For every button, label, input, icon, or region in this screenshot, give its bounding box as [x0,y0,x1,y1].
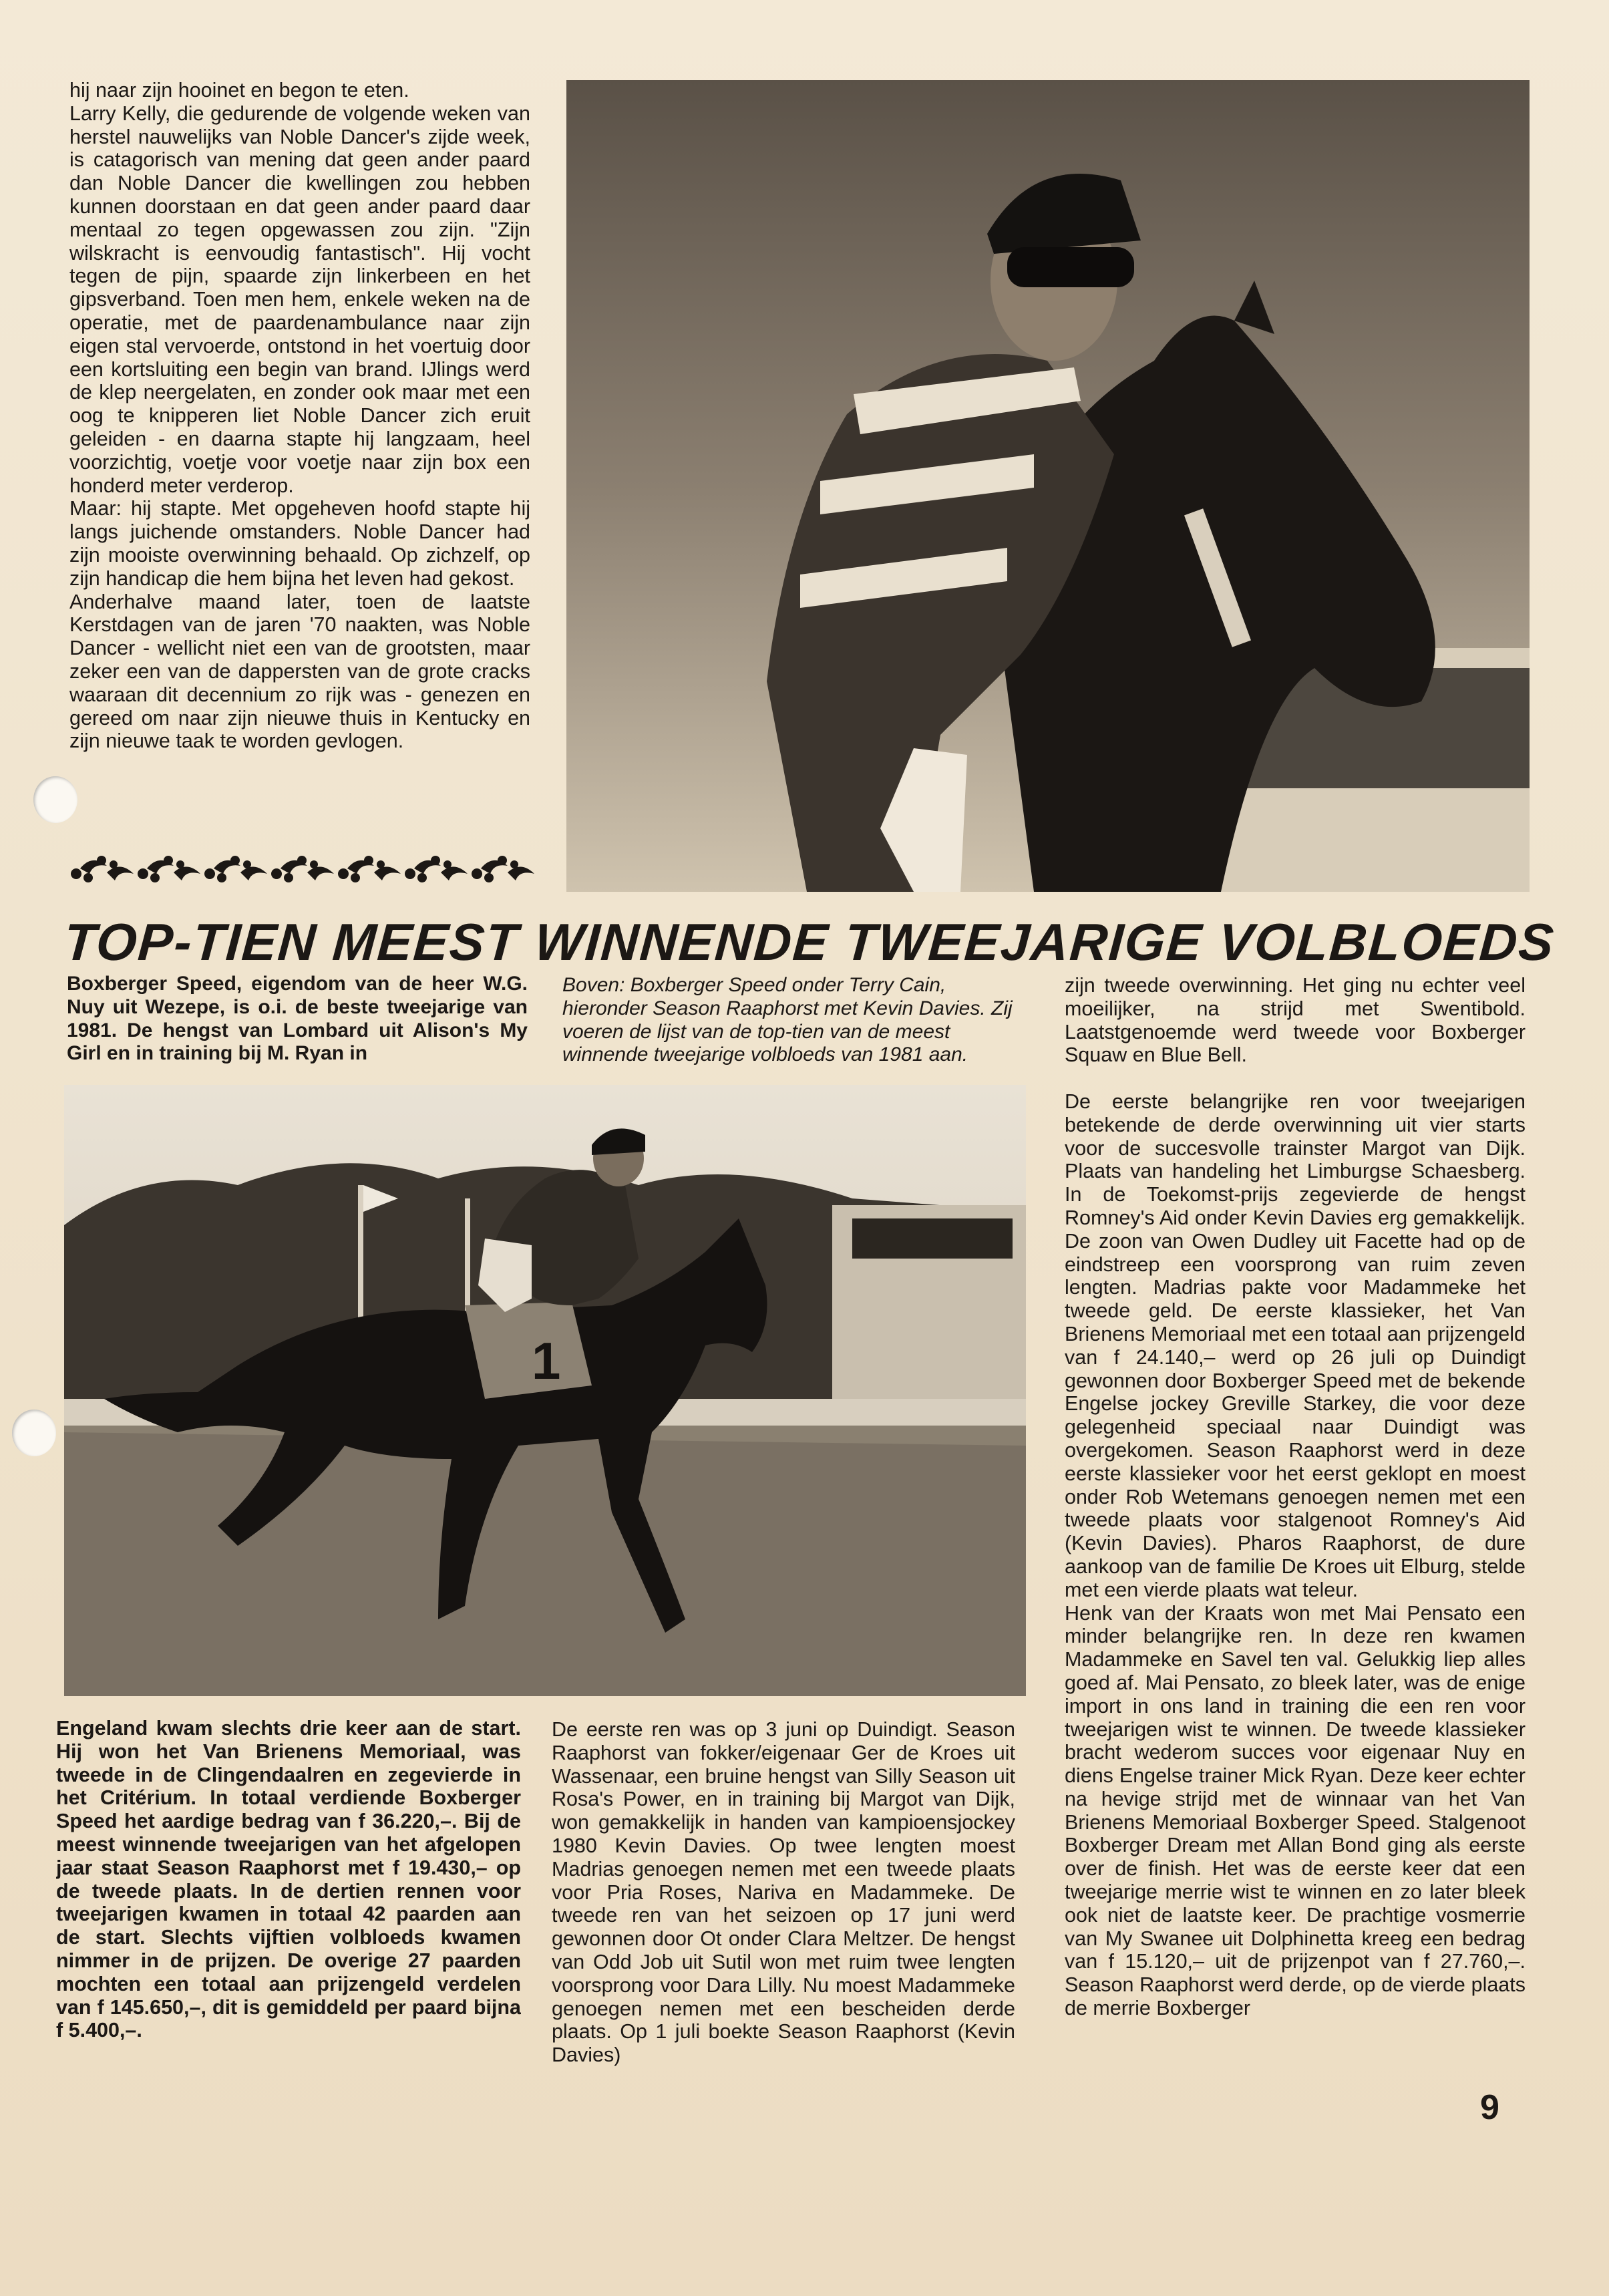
photo-jockey-closeup [566,80,1530,892]
article-column-3: zijn tweede overwinning. Het ging nu echter veel moeilijker, na strijd met Swentibold. Laatstgenoemde werd tweede voor Boxberger Squaw en Blue Bell. De eerste belangrijke ren voor tweejarigen betekende de derde overwinning uit vier starts voor de succesvolle trainster Margot van Dijk. Plaats van handeling het Limburgse Schaesberg. In de Toekomst-prijs zegevierde de hengst Romney's Aid onder Kevin Davies erg gemakkelijk. De zoon van Owen Dudley uit Facette had op de eindstreep een voorsprong van ruim zeven lengten. Madrias pakte voor Madammeke het tweede geld. De eerste klassieker, het Van Brienens Memoriaal met een totaal aan prijzengeld van f 24.140,– werd op 26 juli op Duindigt gewonnen door Boxberger Speed met de bekende Engelse jockey Greville Starkey, die voor deze gelegenheid speciaal naar Duindigt was overgekomen. Season Raaphorst werd in deze eerste klassieker voor het eerst geklopt en moest onder Rob Wetemans genoegen nemen met een tweede plaats voor stalgenoot Romney's Aid (Kevin Davies). Pharos Raaphorst, de dure aankoop van de familie De Kroes uit Elburg, stelde met een vierde plaats wat teleur. Henk van der Kraats won met Mai Pensato een minder belangrijke ren. In deze ren kwamen Madammeke en Savel ten val. Gelukkig liep alles goed af. Mai Pensato, zo bleek later, was de enige import in ons land in training die een ren voor tweejarigen wist te winnen. De tweede klassieker bracht wederom succes voor eigenaar Nuy en diens Engelse trainer Mick Ryan. Deze keer echter na hevige strijd met de winnaar van het Van Brienens Memoriaal Boxberger Speed. Stalgenoot Boxberger Dream met Allan Bond ging als eerste over de finish. Het was de eerste keer dat een tweejarige merrie wist te winnen en zo later bleek ook niet de laatste keer. De prachtige vosmerrie van My Swanee uit Dolphinetta kreeg een bedrag van f 15.120,– uit de prijzenpot van f 27.760,–. Season Raaphorst werd derde, op de vierde plaats de merrie Boxberger [1065,974,1526,2020]
ornament-divider [67,848,534,887]
article-column-2-bottom: De eerste ren was op 3 juni op Duindigt. Season Raaphorst van fokker/eigenaar Ger de Kroes uit Wassenaar, een bruine hengst van Silly Season uit Rosa's Power, en in training bij Margot van Dijk, won gemakkelijk in handen van kampioensjockey 1980 Kevin Davies. Op twee lengten moest Madrias genoegen nemen met een tweede plaats voor Pria Roses, Nariva en Madammeke. De tweede ren van het seizoen op 17 juni werd gewonnen door Ot onder Clara Meltzer. De hengst van Odd Job uit Sutil won met ruim twee lengten voorsprong voor Dara Lilly. Nu moest Madammeke genoegen nemen met een bescheiden derde plaats. Op 1 juli boekte Season Raaphorst (Kevin Davies) [552,1718,1015,2067]
intro-paragraph: Boxberger Speed, eigendom van de heer W.G. Nuy uit Wezepe, is o.i. de beste tweejarige van 1981. De hengst van Lombard uit Alison's My Girl en in training bij M. Ryan in [67,973,528,1065]
photo-horse-galloping [64,1085,1026,1696]
article-column-1-top: hij naar zijn hooinet en begon te eten. Larry Kelly, die gedurende de volgende weken van herstel nauwelijks van Noble Dancer's zijde week, is catagorisch van mening dat geen ander paard dan Noble Dancer die kwellingen zou hebben kunnen doorstaan en dat geen ander paard daar mentaal zo tegen opgewassen zou zijn. "Zijn wilskracht is eenvoudig fantastisch". Hij vocht tegen de pijn, spaarde zijn linkerbeen en het gipsverband. Toen men hem, enkele weken na de operatie, met de paardenambulance naar zijn eigen stal vervoerde, ontstond in het voertuig door een kortsluiting een begin van brand. IJlings werd de klep neergelaten, en zonder ook maar met een oog te knipperen liet Noble Dancer zich eruit geleiden - en daarna stapte hij langzaam, heel voorzichtig, voetje voor voetje naar zijn box een honderd meter verderop. Maar: hij stapte. Met opgeheven hoofd stapte hij langs juichende omstanders. Noble Dancer had zijn mooiste overwinning behaald. Op zichzelf, op zijn handicap die hem bijna het leven had gekost. Anderhalve maand later, toen de laatste Kerstdagen van de jaren '70 naakten, was Noble Dancer - wellicht niet een van de grootsten, maar zeker een van de dappersten van de grote cracks waaraan dit decennium zo rijk was - genezen en gereed om naar zijn nieuwe thuis in Kentucky en zijn nieuwe taak te worden gevlogen. [69,79,530,753]
article-headline: TOP-TIEN MEEST WINNENDE TWEEJARIGE VOLBLOEDS [61,913,1557,971]
saddlecloth-number: 1 [532,1331,561,1390]
binder-hole-bottom [12,1410,56,1456]
photo-caption: Boven: Boxberger Speed onder Terry Cain, hieronder Season Raaphorst met Kevin Davies. Zij voeren de lijst van de top-tien van de meest winnende tweejarige volbloeds van 1981 aan. [562,974,1013,1066]
page-number: 9 [1480,2088,1499,2127]
article-column-1-bottom: Engeland kwam slechts drie keer aan de start. Hij won het Van Brienens Memoriaal, was tweede in de Clingendaalren en zegevierde in het Critérium. In totaal verdiende Boxberger Speed het aardige bedrag van f 36.220,–. Bij de meest winnende tweejarigen van het afgelopen jaar staat Season Raaphorst met f 19.430,– op de tweede plaats. In de dertien rennen voor tweejarigen kwamen in totaal 42 paarden aan de start. Slechts vijftien volbloeds kwamen nimmer in de prijzen. De overige 27 paarden mochten een totaal aan prijzengeld verdelen van f 145.650,–, dit is gemiddeld per paard bijna f 5.400,–. [56,1717,521,2042]
